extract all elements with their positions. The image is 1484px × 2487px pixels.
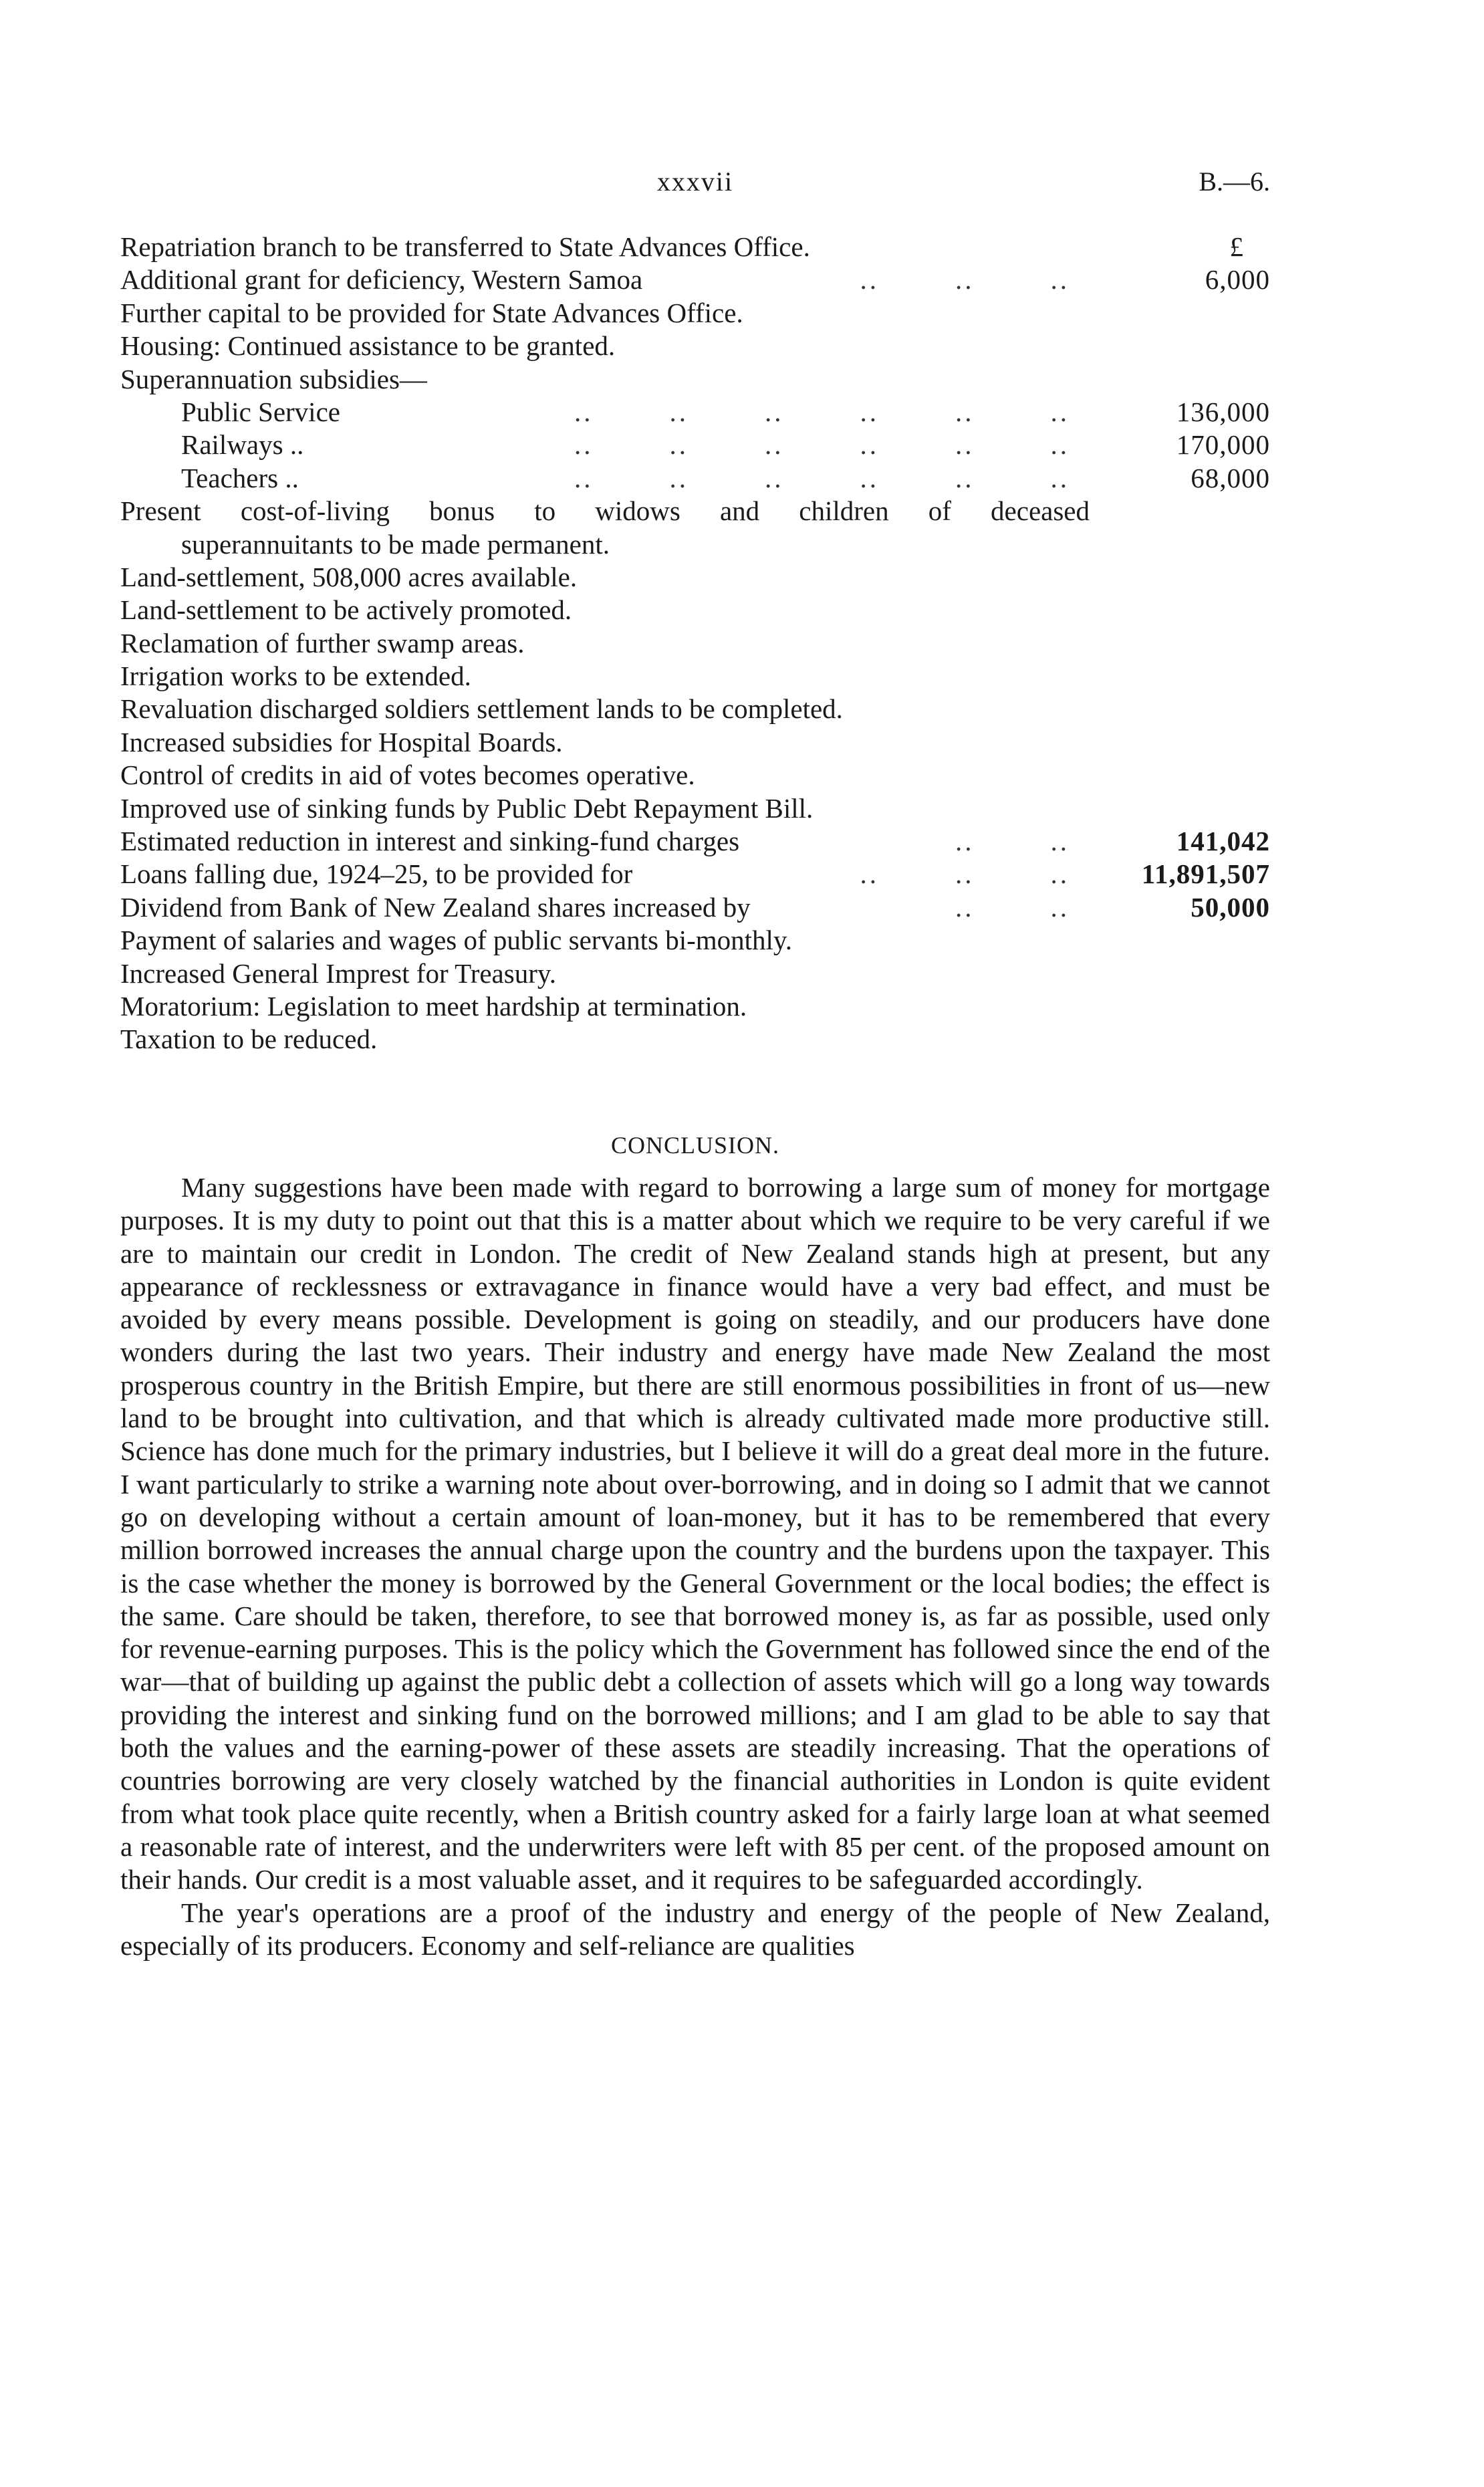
summary-row [120,792,1270,825]
summary-row [120,759,1270,792]
summary-row [120,561,1270,594]
summary-row [120,726,1270,759]
summary-row-label: Repatriation branch to be transferred to State Advances Office. [120,231,810,262]
summary-row-label: Teachers .. [181,462,299,493]
leader-dots: .. .. .. .. .. .. [574,396,1070,427]
summary-row [120,660,1270,693]
leader-dots: .. .. [955,891,1070,923]
summary-row-amount: 6,000 [1205,264,1270,295]
summary-row [120,462,1270,495]
leader-dots: .. .. .. .. .. .. [574,462,1070,493]
summary-row [120,495,1270,527]
summary-row [120,594,1270,626]
summary-row [120,627,1270,660]
summary-row [120,263,1270,296]
conclusion-heading: CONCLUSION. [610,1132,779,1159]
summary-row-label: Increased subsidies for Hospital Boards. [120,726,563,757]
summary-list [120,231,1270,1056]
summary-row [120,693,1270,725]
summary-row-label: Housing: Continued assistance to be granted. [120,330,616,362]
summary-row-label: Control of credits in aid of votes becomes operative. [120,759,695,791]
currency-symbol: £ [1229,231,1243,262]
summary-row [120,429,1270,461]
summary-row-label: Revaluation discharged soldiers settlement lands to be completed. [120,693,843,725]
summary-row-label: Irrigation works to be extended. [120,661,471,692]
body-paragraph: The year's operations are a proof of the industry and energy of the people of New Zealand, especially of its producers. Economy and self-reliance are qualities [120,1897,1270,1961]
summary-row [120,396,1270,429]
summary-row [120,957,1270,990]
body-paragraph: Many suggestions have been made with regard to borrowing a large sum of money for mortgage purposes. It is my duty to point out that this is a matter about which we require to be very careful if we are to maintain our credit in London. The credit of New Zealand stands high at present, but any appearance of recklessness or extravagance in finance would have a very bad effect, and must be avoided by every means possible. Development is going on steadily, and our producers have done wonders during the last two years. Their industry and energy have made New Zealand the most prosperous country in the British Empire, but there are still enormous possibilities in front of us—new land to be brought into cultivation, and that which is already cultivated made more productive still. Science has done much for the primary industries, but I believe it will do a great deal more in the future. I want particularly to strike a warning note about over-borrowing, and in doing so I admit that we cannot go on developing without a certain amount of loan-money, but it has to be remembered that every million borrowed increases the annual charge upon the country and the burdens upon the taxpayer. This is the case whether the money is borrowed by the General Government or the local bodies; the effect is the same. Care should be taken, therefore, to see that borrowed money is, as far as possible, used only for revenue-earning purposes. This is the policy which the Government has followed since the end of the war—that of building up against the public debt a collection of assets which will go a long way towards providing the interest and sinking fund on the borrowed millions; and I am glad to be able to say that both the values and the earning-power of these assets are steadily increasing. That the operations of countries borrowing are very closely watched by the financial authorities in London is quite evident from what took place quite recently, when a British country asked for a fairly large loan at what seemed a reasonable rate of interest, and the underwriters were left with 85 per cent. of the proposed amount on their hands. Our credit is a most valuable asset, and it requires to be safeguarded accordingly. [120,1172,1270,1895]
summary-row-label: Superannuation subsidies— [120,363,427,394]
summary-row-amount: 136,000 [1176,396,1270,427]
summary-row-label: Public Service [181,396,340,427]
summary-row-amount: 141,042 [1176,826,1270,857]
summary-row-label: Railways .. [181,429,304,461]
summary-row [120,891,1270,924]
summary-row [120,363,1270,396]
summary-row [120,858,1270,891]
summary-row-amount: 170,000 [1176,429,1270,461]
summary-row [120,231,1270,263]
summary-row-label: Present cost-of-living bonus to widows and children of deceased [120,495,1090,527]
summary-row [120,297,1270,330]
document-reference: B.—6. [1199,166,1270,197]
summary-row-label: superannuitants to be made permanent. [181,528,610,560]
page-header [120,166,1270,206]
summary-row-label: Increased General Imprest for Treasury. [120,957,556,989]
summary-row-label: Additional grant for deficiency, Western Samoa [120,264,643,295]
leader-dots: .. .. .. [860,264,1070,295]
summary-row [120,924,1270,957]
summary-row-label: Improved use of sinking funds by Public Debt Repayment Bill. [120,792,814,824]
conclusion-body [120,1171,1270,1962]
summary-row-amount: 50,000 [1191,891,1270,923]
summary-row [120,1023,1270,1056]
page-number: xxxvii [656,166,734,197]
summary-row-label: Payment of salaries and wages of public servants bi-monthly. [120,925,793,956]
leader-dots: .. .. .. [860,858,1070,890]
leader-dots: .. .. .. .. .. .. [574,429,1070,461]
summary-row-label: Dividend from Bank of New Zealand shares increased by [120,891,751,923]
summary-row [120,990,1270,1023]
summary-row-label: Land-settlement, 508,000 acres available. [120,561,578,592]
summary-row-label: Further capital to be provided for State Advances Office. [120,297,743,328]
summary-row [120,528,1270,561]
summary-row-label: Taxation to be reduced. [120,1024,378,1055]
summary-row [120,825,1270,858]
summary-row-label: Land-settlement to be actively promoted. [120,594,572,626]
summary-row [120,330,1270,362]
summary-row-label: Moratorium: Legislation to meet hardship at termination. [120,990,747,1022]
summary-row-amount: 68,000 [1191,462,1270,493]
leader-dots: .. .. [955,826,1070,857]
summary-row-amount: 11,891,507 [1141,858,1270,890]
summary-row-label: Reclamation of further swamp areas. [120,627,525,659]
summary-row-label: Estimated reduction in interest and sinking-fund charges [120,826,740,857]
summary-row-label: Loans falling due, 1924–25, to be provided for [120,858,633,890]
